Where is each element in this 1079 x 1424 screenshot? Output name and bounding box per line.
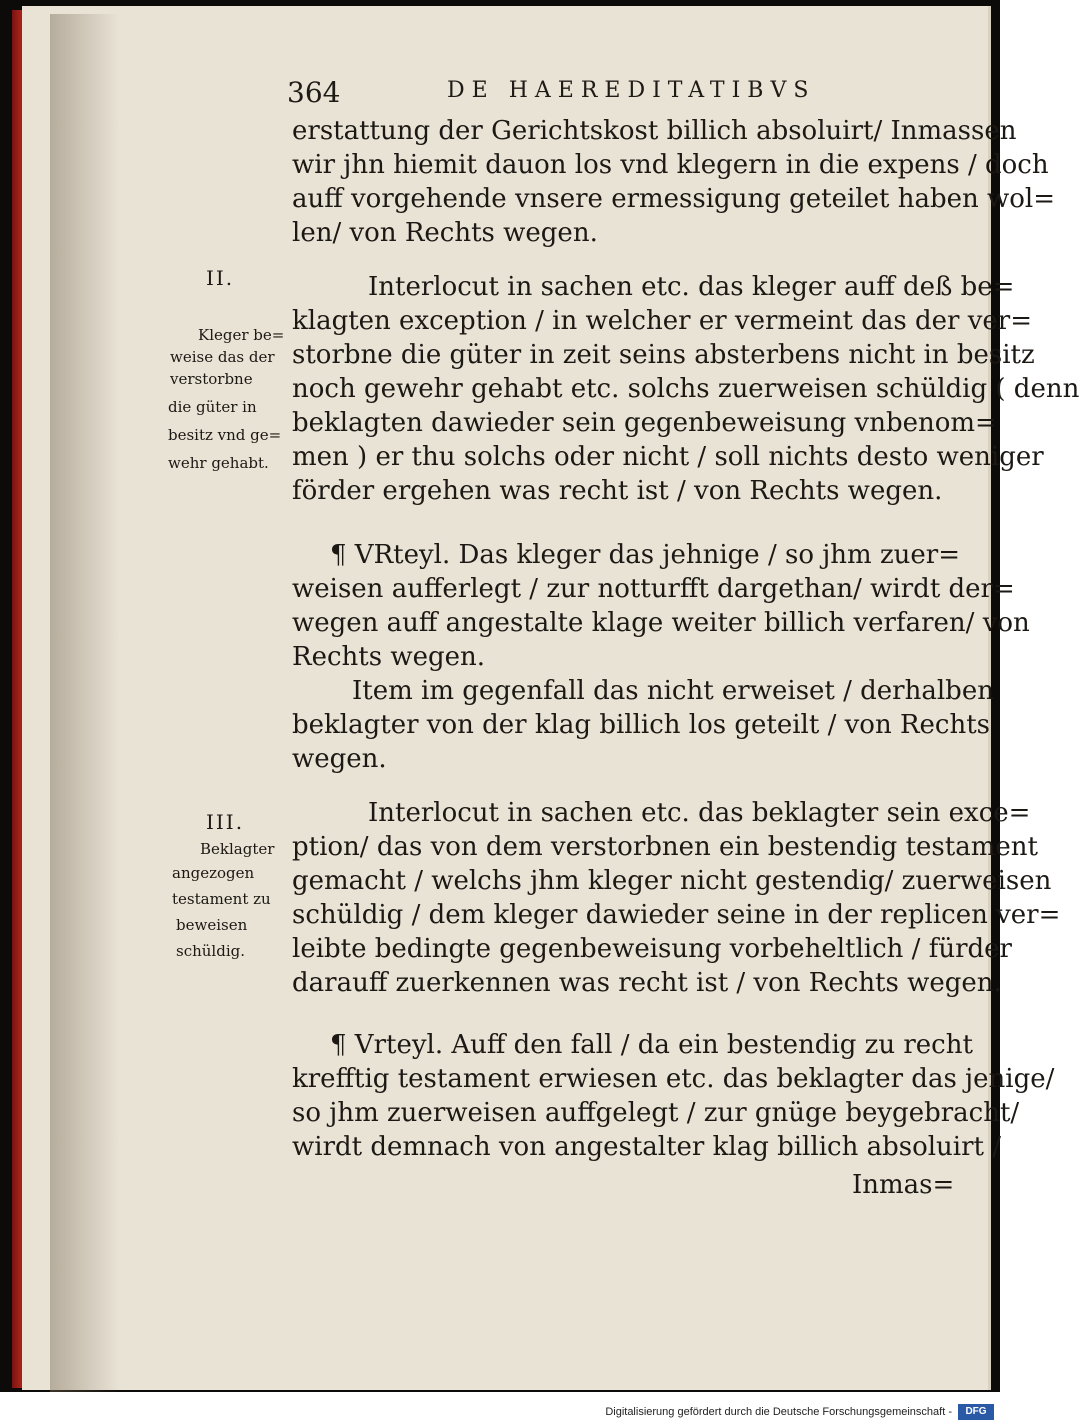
text-line: len/ von Rechts wegen. xyxy=(292,218,598,248)
margin-section-number: III. xyxy=(206,810,245,834)
text-line: beklagten dawieder sein gegenbeweisung vnbenom= xyxy=(292,408,997,438)
page-gutter-shadow xyxy=(50,14,120,1396)
text-line: ¶ Vrteyl. Auff den fall / da ein bestendig zu recht xyxy=(330,1030,973,1060)
footer-bar xyxy=(0,1392,1000,1424)
text-line: storbne die güter in zeit seins absterbens nicht in besitz xyxy=(292,340,1035,370)
text-line: beklagter von der klag billich los geteilt / von Rechts xyxy=(292,710,991,740)
text-line: schüldig / dem kleger dawieder seine in der replicen ver= xyxy=(292,900,1061,930)
margin-note-line: schüldig. xyxy=(176,942,245,960)
text-line: so jhm zuerweisen auffgelegt / zur gnüge beygebracht/ xyxy=(292,1098,1020,1128)
margin-note-line: verstorbne xyxy=(170,370,253,388)
margin-note-line: beweisen xyxy=(176,916,248,934)
page-header-title: DE HAEREDITATIBVS xyxy=(447,78,816,103)
text-line: ption/ das von dem verstorbnen ein bestendig testament xyxy=(292,832,1038,862)
catchword: Inmas= xyxy=(852,1170,955,1200)
margin-note-line: angezogen xyxy=(172,864,255,882)
text-line: weisen aufferlegt / zur notturfft dargethan/ wirdt der= xyxy=(292,574,1015,604)
page-number: 364 xyxy=(287,76,341,109)
margin-section-number: II. xyxy=(206,266,235,290)
text-line: men ) er thu solchs oder nicht / soll nichts desto weniger xyxy=(292,442,1044,472)
text-line: wegen auff angestalte klage weiter billich verfaren/ von xyxy=(292,608,1030,638)
text-line: wirdt demnach von angestalter klag billich absoluirt / xyxy=(292,1132,1001,1162)
text-line: noch gewehr gehabt etc. solchs zuerweisen schüldig ( denn xyxy=(292,374,1079,404)
margin-note-line: wehr gehabt. xyxy=(168,454,269,472)
text-line: Interlocut in sachen etc. das kleger auff deß be= xyxy=(368,272,1015,302)
text-line: klagten exception / in welcher er vermeint das der ver= xyxy=(292,306,1032,336)
margin-note-line: weise das der xyxy=(170,348,275,366)
text-line: Item im gegenfall das nicht erweiset / derhalben xyxy=(352,676,994,706)
text-line: wegen. xyxy=(292,744,387,774)
text-line: leibte bedingte gegenbeweisung vorbeheltlich / fürder xyxy=(292,934,1012,964)
margin-note-line: die güter in xyxy=(168,398,257,416)
text-line: krefftig testament erwiesen etc. das beklagter das jenige/ xyxy=(292,1064,1055,1094)
text-line: Rechts wegen. xyxy=(292,642,486,672)
margin-note-line: Beklagter xyxy=(200,840,275,858)
margin-note-line: testament zu xyxy=(172,890,271,908)
margin-note-line: besitz vnd ge= xyxy=(168,426,282,444)
text-line: ¶ VRteyl. Das kleger das jehnige / so jhm zuer= xyxy=(330,540,961,570)
text-line: auff vorgehende vnsere ermessigung geteilet haben wol= xyxy=(292,184,1055,214)
funding-credit: Digitalisierung gefördert durch die Deutsche Forschungsgemeinschaft - xyxy=(605,1406,952,1418)
margin-note-line: Kleger be= xyxy=(198,326,285,344)
text-line: gemacht / welchs jhm kleger nicht gestendig/ zuerweisen xyxy=(292,866,1052,896)
text-line: förder ergehen was recht ist / von Rechts wegen. xyxy=(292,476,943,506)
text-line: erstattung der Gerichtskost billich absoluirt/ Inmassen xyxy=(292,116,1017,146)
text-line: darauff zuerkennen was recht ist / von Rechts wegen. xyxy=(292,968,1002,998)
text-line: wir jhn hiemit dauon los vnd klegern in die expens / doch xyxy=(292,150,1049,180)
text-line: Interlocut in sachen etc. das beklagter sein exce= xyxy=(368,798,1031,828)
dfg-logo: DFG xyxy=(958,1404,994,1420)
running-head xyxy=(287,76,887,109)
